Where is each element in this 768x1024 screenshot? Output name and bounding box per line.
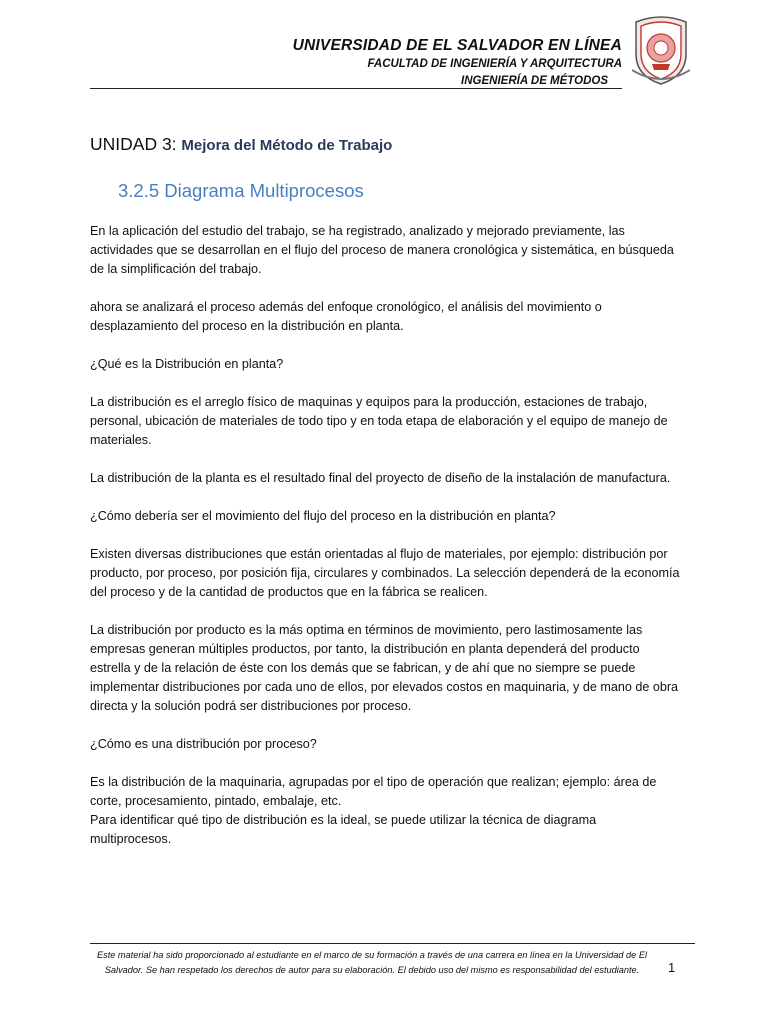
paragraph: Existen diversas distribuciones que están orientadas al flujo de materiales, por ejemplo: distribución por producto, por proceso, por posición fija, circulares y combinados. La selección dependerá de la economía del proceso y de la cantidad de productos que en la fábrica se realicen. [90,547,680,599]
question-heading: ¿Qué es la Distribución en planta? [90,357,284,371]
university-name: UNIVERSIDAD DE EL SALVADOR EN LÍNEA [292,37,622,54]
section-title: 3.2.5 Diagrama Multiprocesos [118,180,364,201]
faculty-name: FACULTAD DE INGENIERÍA Y ARQUITECTURA [367,58,622,70]
paragraph: En la aplicación del estudio del trabajo, se ha registrado, analizado y mejorado previamente, las actividades que se desarrollan en el flujo del proceso de manera cronológica y sistemática, en búsqueda de la simplificación del trabajo. [90,224,674,276]
paragraph: La distribución de la planta es el resultado final del proyecto de diseño de la instalación de manufactura. [90,471,671,485]
page-number: 1 [668,960,676,975]
body-text [90,222,680,868]
department-name: INGENIERÍA DE MÉTODOS [461,75,608,87]
unit-label: UNIDAD 3: [90,134,177,154]
question-heading: ¿Cómo debería ser el movimiento del flujo del proceso en la distribución en planta? [90,509,556,523]
university-seal-icon [632,14,690,86]
question-heading: ¿Cómo es una distribución por proceso? [90,737,317,751]
unit-subtitle: Mejora del Método de Trabajo [181,137,393,154]
paragraph: ahora se analizará el proceso además del enfoque cronológico, el análisis del movimiento o desplazamiento del proceso en la distribución en planta. [90,300,602,333]
paragraph: La distribución es el arreglo físico de maquinas y equipos para la producción, estaciones de trabajo, personal, ubicación de materiales de todo tipo y en toda etapa de elaboración y el equipo de manejo de materiales. [90,395,668,447]
header-divider [90,88,622,89]
page-header [90,30,622,90]
paragraph: Para identificar qué tipo de distribución es la ideal, se puede utilizar la técnica de diagrama multiprocesos. [90,813,597,846]
paragraph: La distribución por producto es la más optima en términos de movimiento, pero lastimosamente las empresas generan múltiples productos, por tanto, la distribución en planta dependerá del producto estrella y de la relación de éste con los demás que se fabrican, y de ahí que no siempre se puede implementar distribuciones por cada uno de ellos, por elevados costos en maquinaria, y de mano de obra directa y la solución podrá ser distribuciones por proceso. [90,623,679,713]
unit-heading [90,134,392,155]
paragraph: Es la distribución de la maquinaria, agrupadas por el tipo de operación que realizan; ejemplo: área de corte, procesamiento, pintado, embalaje, etc. [90,775,657,808]
footer-disclaimer: Este material ha sido proporcionado al estudiante en el marco de su formación a través de una carrera en línea en la Universidad de El Salvador. Se han respetado los derechos de autor para su elaboración. El debido uso del mismo es responsabilidad del estudiante. [96,950,648,975]
footer-divider [90,943,695,944]
